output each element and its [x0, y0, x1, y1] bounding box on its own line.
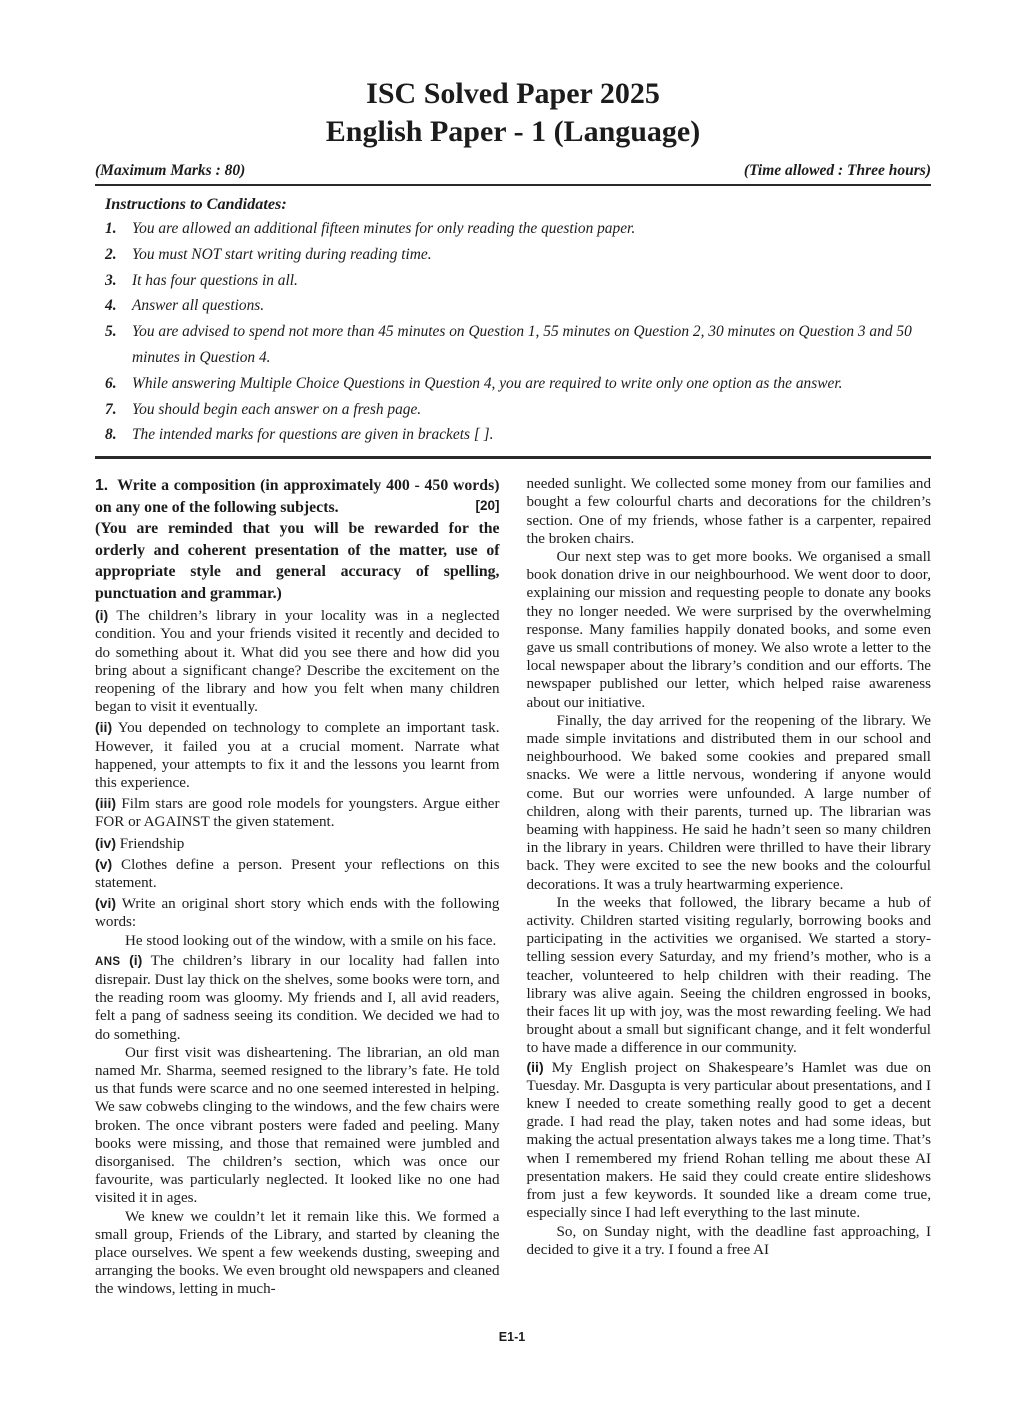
right-column [527, 475, 932, 1299]
instruction-item [105, 422, 931, 448]
answer-part-i [95, 951, 500, 1044]
instruction-text: You must NOT start writing during reading time. [132, 245, 432, 263]
instruction-number: 4. [105, 297, 117, 315]
instruction-item [105, 268, 931, 294]
answer-paragraph-continuation: needed sunlight. We collected some money from our families and bought a few colourful charts and decorations for the children’s section. One of my friends, whose father is a carpenter, repaired the broken chairs. [526, 476, 931, 547]
question1-heading [95, 475, 500, 518]
instruction-item [105, 397, 931, 423]
instruction-item [105, 293, 931, 319]
instruction-number: 7. [105, 400, 117, 418]
question1-option-iv [95, 834, 500, 853]
option-label: (iii) [95, 795, 116, 812]
answer-part-label: (ii) [526, 1058, 544, 1075]
option-label: (iv) [95, 834, 116, 851]
answer-paragraph: Finally, the day arrived for the reopening of the library. We made simple invitations and distributed them in our school and neighbourhood. We baked some cookies and prepared small snacks. We were a little nervous, wondering if anyone would come. But our worries were unfounded. A large number of children, along with their parents, turned up. The librarian was beaming with happiness. He said he hadn’t seen so many children in the library in years. Children were thrilled to have their library back. They were excited to see the new books and the colourful decorations. It was a truly heartwarming experience. [526, 712, 931, 893]
ans-label: ANS [95, 955, 121, 968]
question1-prompt: Write a composition (in approximately 400 - 450 words) on any one of the following subjects. [95, 477, 500, 516]
instruction-number: 2. [105, 245, 117, 263]
option-label: (vi) [95, 895, 116, 912]
answer-paragraph: So, on Sunday night, with the deadline fast approaching, I decided to give it a try. I found a free AI [526, 1223, 931, 1258]
option-text: Write an original short story which ends with the following words: [95, 896, 500, 931]
question-body [95, 475, 931, 1299]
question1-marks: [20] [475, 497, 500, 513]
option-text: Clothes define a person. Present your reflections on this statement. [95, 856, 500, 892]
option-label: (i) [95, 607, 109, 624]
question1-option-iii [95, 794, 500, 831]
instruction-number: 5. [105, 323, 117, 341]
question1-note: (You are reminded that you will be rewarded for the orderly and coherent presentation of the matter, use of appropriate style and general accuracy of spelling, punctuation and grammar.) [95, 520, 500, 602]
answer-text: The children’s library in our locality had fallen into disrepair. Dust lay thick on the shelves, some books were torn, and the reading room was gloomy. My friends and I, all avid readers, felt a pang of sadness seeing its condition. We decided we had to do something. [95, 952, 500, 1043]
option-text: Friendship [119, 835, 185, 852]
answer-part-label: (i) [129, 951, 143, 968]
paper-title: ISC Solved Paper 2025 [366, 77, 660, 110]
left-column [95, 475, 500, 1299]
paper-subtitle: English Paper - 1 (Language) [325, 115, 701, 148]
instruction-text: The intended marks for questions are given in brackets [ ]. [132, 426, 494, 444]
instruction-text: You are allowed an additional fifteen minutes for only reading the question paper. [132, 220, 636, 237]
instruction-text: You are advised to spend not more than 45 minutes on Question 1, 55 minutes on Question 2, 30 minutes on Question 3 and 50 minutes in Question 4. [132, 323, 912, 366]
instruction-item [105, 216, 931, 242]
answer-paragraph: Our next step was to get more books. We organised a small book donation drive in our neighbourhood. We went door to door, explaining our mission and requesting people to donate any books they no longer needed. We were surprised by the overwhelming response. Many families happily donated books, and some even gave us small contributions of money. We also wrote a letter to the local newspaper about the library’s condition and our efforts. The newspaper published our letter, which helped raise awareness about our initiative. [526, 548, 931, 711]
instructions-divider [95, 456, 931, 459]
instructions-section [95, 186, 931, 456]
question1-number: 1. [95, 477, 109, 495]
answer-text: My English project on Shakespeare’s Hamlet was due on Tuesday. Mr. Dasgupta is very particular about presentations, and I knew I needed to create something really good to get a decent grade. I had read the play, taken notes and had some ideas, but making the actual presentation always takes me a long time. That’s when I remembered my friend Rohan telling me about these AI presentation makers. He said they could create entire slideshows from just a few keywords. It sounded like a dream come true, especially since I had left everything to the last minute. [526, 1059, 932, 1222]
answer-part-ii [527, 1058, 932, 1223]
answer-paragraph: Our first visit was disheartening. The librarian, an old man named Mr. Sharma, seemed resigned to the library’s fate. He told us that funds were scarce and no one seemed interested in helping. We saw cobwebs clinging to the windows, and the few chairs were broken. The once vibrant posters were faded and peeling. Many books were missing, and those that remained were jumbled and disorganised. The children’s section, which was once our favourite, was particularly neglected. It looked like no one had visited it in ages. [95, 1044, 500, 1207]
instruction-item [105, 371, 931, 397]
option-label: (ii) [95, 719, 113, 736]
instruction-number: 1. [105, 220, 117, 237]
instruction-number: 6. [105, 374, 117, 392]
instruction-item [105, 319, 931, 371]
answer-paragraph: In the weeks that followed, the library became a hub of activity. Children started visiting regularly, borrowing books and participating in the activities we organised. We started a story-telling session every Saturday, and my friend’s mother, who is a teacher, volunteered to help children with their reading. The library was alive again. Seeing the children engrossed in books, their faces lit up with joy, was the most rewarding feeling. We had brought about a small but significant change, and it felt wonderful to have made a difference in our community. [526, 894, 931, 1057]
option-label: (v) [95, 855, 113, 872]
instruction-item [105, 242, 931, 268]
question1-option-vi [95, 894, 500, 931]
instruction-number: 8. [105, 426, 117, 444]
instruction-text: You should begin each answer on a fresh page. [132, 400, 422, 418]
marks-time-row [95, 162, 931, 180]
instruction-text: Answer all questions. [132, 297, 265, 315]
option-text: Film stars are good role models for youngsters. Argue either FOR or AGAINST the given statement. [95, 796, 500, 831]
option-text: You depended on technology to complete an important task. However, it failed you at a crucial moment. Narrate what happened, your attempts to fix it and the lessons you learnt from this experience. [95, 720, 500, 791]
question1-option-v [95, 855, 500, 892]
answer-paragraph: We knew we couldn’t let it remain like this. We formed a small group, Friends of the Library, and started by cleaning the place ourselves. We spent a few weekends dusting, sweeping and arranging the books. We even brought old newspapers and cleaned the windows, letting in much- [95, 1208, 500, 1298]
question1-option-ii [95, 718, 500, 792]
instruction-number: 3. [105, 271, 117, 289]
max-marks: (Maximum Marks : 80) [95, 162, 246, 179]
page-code: E1-1 [498, 1330, 526, 1344]
time-allowed: (Time allowed : Three hours) [743, 162, 931, 179]
option-text: The children’s library in your locality was in a neglected condition. You and your friends visited it recently and decided to do something about it. What did you see there and how did you bring about a significant change? Describe the excitement on the reopening of the library and how you felt when many children began to visit it eventually. [95, 608, 500, 716]
question1-option-i [95, 606, 500, 716]
story-ending-line: He stood looking out of the window, with a smile on his face. [125, 932, 497, 949]
instruction-text: While answering Multiple Choice Questions in Question 4, you are required to write only one option as the answer. [132, 374, 843, 392]
page-content [95, 0, 931, 1299]
instruction-text: It has four questions in all. [132, 271, 298, 289]
instructions-heading: Instructions to Candidates: [105, 195, 287, 213]
